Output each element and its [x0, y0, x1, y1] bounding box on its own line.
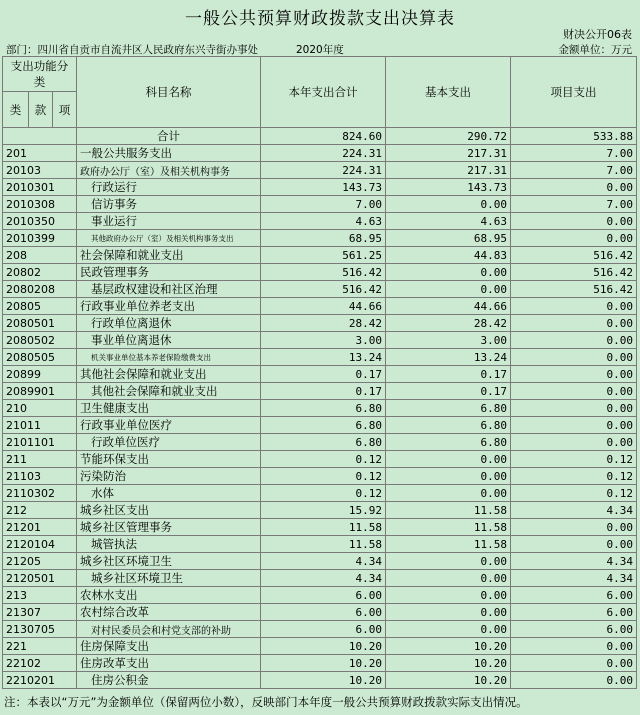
total-row	[3, 128, 637, 145]
row-total: 44.66	[261, 298, 386, 315]
row-basic: 0.17	[386, 366, 511, 383]
row-basic: 11.58	[386, 519, 511, 536]
row-subject-name: 城乡社区环境卫生	[77, 553, 261, 570]
row-code: 2120104	[3, 536, 77, 553]
row-code: 21205	[3, 553, 77, 570]
table-row	[3, 213, 637, 230]
row-total: 68.95	[261, 230, 386, 247]
row-basic: 0.00	[386, 621, 511, 638]
row-basic: 0.00	[386, 485, 511, 502]
func-class-header: 支出功能分类	[3, 57, 77, 92]
row-subject-name: 其他社会保障和就业支出	[77, 366, 261, 383]
row-total: 224.31	[261, 162, 386, 179]
row-total: 3.00	[261, 332, 386, 349]
table-row	[3, 451, 637, 468]
row-subject-name: 其他社会保障和就业支出	[77, 383, 261, 400]
table-row	[3, 434, 637, 451]
row-project: 7.00	[511, 162, 637, 179]
row-project: 0.00	[511, 400, 637, 417]
row-project: 0.00	[511, 213, 637, 230]
row-project: 0.00	[511, 366, 637, 383]
row-code: 221	[3, 638, 77, 655]
row-subject-name: 农村综合改革	[77, 604, 261, 621]
row-subject-name: 其他政府办公厅（室）及相关机构事务支出	[77, 230, 261, 247]
row-total: 0.17	[261, 366, 386, 383]
table-row	[3, 315, 637, 332]
row-total: 516.42	[261, 264, 386, 281]
table-row	[3, 264, 637, 281]
table-row	[3, 247, 637, 264]
row-project: 4.34	[511, 502, 637, 519]
row-code: 213	[3, 587, 77, 604]
row-code: 2120501	[3, 570, 77, 587]
row-code: 2089901	[3, 383, 77, 400]
unit-label: 金额单位：万元	[558, 44, 632, 56]
row-total: 516.42	[261, 281, 386, 298]
row-total: 0.12	[261, 468, 386, 485]
row-total: 6.00	[261, 604, 386, 621]
row-total: 6.00	[261, 621, 386, 638]
row-project: 7.00	[511, 145, 637, 162]
row-subject-name: 民政管理事务	[77, 264, 261, 281]
table-row	[3, 570, 637, 587]
row-project: 0.12	[511, 468, 637, 485]
table-row	[3, 502, 637, 519]
row-project: 0.00	[511, 519, 637, 536]
row-subject-name: 农林水支出	[77, 587, 261, 604]
row-project: 0.00	[511, 638, 637, 655]
row-code: 208	[3, 247, 77, 264]
row-project: 7.00	[511, 196, 637, 213]
row-code: 2080501	[3, 315, 77, 332]
row-total: 10.20	[261, 638, 386, 655]
row-basic: 11.58	[386, 502, 511, 519]
row-basic: 0.00	[386, 264, 511, 281]
row-subject-name: 卫生健康支出	[77, 400, 261, 417]
row-basic: 10.20	[386, 655, 511, 672]
row-code: 2080208	[3, 281, 77, 298]
row-subject-name: 基层政权建设和社区治理	[77, 281, 261, 298]
table-row	[3, 655, 637, 672]
row-subject-name: 城管执法	[77, 536, 261, 553]
row-subject-name: 城乡社区环境卫生	[77, 570, 261, 587]
row-project: 0.00	[511, 298, 637, 315]
row-subject-name: 政府办公厅（室）及相关机构事务	[77, 162, 261, 179]
row-subject-name: 水体	[77, 485, 261, 502]
row-code: 2080505	[3, 349, 77, 366]
row-basic: 0.00	[386, 570, 511, 587]
table-row	[3, 179, 637, 196]
row-total: 0.17	[261, 383, 386, 400]
table-row	[3, 349, 637, 366]
row-project: 0.00	[511, 230, 637, 247]
row-total: 10.20	[261, 655, 386, 672]
table-row	[3, 553, 637, 570]
row-code: 2010301	[3, 179, 77, 196]
basic-header: 基本支出	[386, 57, 511, 128]
row-basic: 6.80	[386, 417, 511, 434]
row-subject-name: 行政事业单位医疗	[77, 417, 261, 434]
total-project: 533.88	[511, 128, 637, 145]
row-basic: 0.00	[386, 281, 511, 298]
row-code: 21307	[3, 604, 77, 621]
row-basic: 0.00	[386, 196, 511, 213]
project-header: 项目支出	[511, 57, 637, 128]
table-row	[3, 468, 637, 485]
row-basic: 0.00	[386, 468, 511, 485]
row-basic: 44.83	[386, 247, 511, 264]
row-subject-name: 住房保障支出	[77, 638, 261, 655]
year-label: 2020年度	[296, 44, 344, 56]
table-row	[3, 536, 637, 553]
row-project: 0.12	[511, 451, 637, 468]
row-subject-name: 城乡社区支出	[77, 502, 261, 519]
row-code: 2080502	[3, 332, 77, 349]
row-code: 2110302	[3, 485, 77, 502]
table-row	[3, 638, 637, 655]
table-row	[3, 145, 637, 162]
row-code: 20103	[3, 162, 77, 179]
row-total: 11.58	[261, 536, 386, 553]
lei-header: 类	[3, 92, 29, 128]
row-code: 2010350	[3, 213, 77, 230]
row-project: 0.00	[511, 434, 637, 451]
row-subject-name: 对村民委员会和村党支部的补助	[77, 621, 261, 638]
row-project: 4.34	[511, 553, 637, 570]
row-basic: 10.20	[386, 638, 511, 655]
row-project: 0.00	[511, 672, 637, 689]
table-row	[3, 672, 637, 689]
row-project: 0.00	[511, 179, 637, 196]
table-row	[3, 383, 637, 400]
row-total: 4.63	[261, 213, 386, 230]
table-row	[3, 332, 637, 349]
expenditure-table	[2, 56, 637, 689]
row-project: 0.00	[511, 536, 637, 553]
row-project: 0.00	[511, 349, 637, 366]
table-row	[3, 281, 637, 298]
row-code: 21103	[3, 468, 77, 485]
table-row	[3, 400, 637, 417]
table-row	[3, 162, 637, 179]
row-basic: 143.73	[386, 179, 511, 196]
row-subject-name: 事业单位离退休	[77, 332, 261, 349]
department-label: 部门：四川省自贡市自流井区人民政府东兴寺街办事处	[6, 44, 258, 56]
row-total: 6.80	[261, 417, 386, 434]
row-total: 13.24	[261, 349, 386, 366]
row-subject-name: 行政单位离退休	[77, 315, 261, 332]
row-basic: 6.80	[386, 434, 511, 451]
total-basic: 290.72	[386, 128, 511, 145]
row-total: 7.00	[261, 196, 386, 213]
row-basic: 0.17	[386, 383, 511, 400]
row-subject-name: 住房改革支出	[77, 655, 261, 672]
kuan-header: 款	[29, 92, 53, 128]
row-project: 4.34	[511, 570, 637, 587]
total-header: 本年支出合计	[261, 57, 386, 128]
row-basic: 68.95	[386, 230, 511, 247]
row-project: 0.00	[511, 383, 637, 400]
row-total: 6.00	[261, 587, 386, 604]
row-basic: 217.31	[386, 145, 511, 162]
row-subject-name: 节能环保支出	[77, 451, 261, 468]
row-code: 2210201	[3, 672, 77, 689]
row-basic: 217.31	[386, 162, 511, 179]
row-basic: 28.42	[386, 315, 511, 332]
table-row	[3, 230, 637, 247]
row-code: 210	[3, 400, 77, 417]
row-project: 6.00	[511, 604, 637, 621]
row-total: 0.12	[261, 451, 386, 468]
row-code: 21011	[3, 417, 77, 434]
table-row	[3, 604, 637, 621]
row-code: 211	[3, 451, 77, 468]
row-basic: 0.00	[386, 451, 511, 468]
table-row	[3, 298, 637, 315]
row-subject-name: 社会保障和就业支出	[77, 247, 261, 264]
row-code: 201	[3, 145, 77, 162]
row-subject-name: 行政运行	[77, 179, 261, 196]
row-basic: 13.24	[386, 349, 511, 366]
total-sum: 824.60	[261, 128, 386, 145]
row-code: 2101101	[3, 434, 77, 451]
row-project: 516.42	[511, 281, 637, 298]
table-row	[3, 621, 637, 638]
table-row	[3, 366, 637, 383]
row-project: 516.42	[511, 247, 637, 264]
table-row	[3, 196, 637, 213]
row-code: 2010399	[3, 230, 77, 247]
row-subject-name: 污染防治	[77, 468, 261, 485]
row-basic: 0.00	[386, 604, 511, 621]
row-total: 15.92	[261, 502, 386, 519]
row-total: 143.73	[261, 179, 386, 196]
row-total: 10.20	[261, 672, 386, 689]
row-subject-name: 一般公共服务支出	[77, 145, 261, 162]
table-row	[3, 519, 637, 536]
row-basic: 6.80	[386, 400, 511, 417]
table-row	[3, 417, 637, 434]
xiang-header: 项	[53, 92, 77, 128]
row-project: 516.42	[511, 264, 637, 281]
row-code: 212	[3, 502, 77, 519]
row-code: 2010308	[3, 196, 77, 213]
row-total: 224.31	[261, 145, 386, 162]
row-project: 6.00	[511, 587, 637, 604]
row-subject-name: 事业运行	[77, 213, 261, 230]
row-total: 0.12	[261, 485, 386, 502]
row-subject-name: 信访事务	[77, 196, 261, 213]
row-project: 0.12	[511, 485, 637, 502]
row-basic: 3.00	[386, 332, 511, 349]
row-basic: 11.58	[386, 536, 511, 553]
page-title: 一般公共预算财政拨款支出决算表	[185, 9, 455, 29]
row-code: 2130705	[3, 621, 77, 638]
row-subject-name: 机关事业单位基本养老保险缴费支出	[77, 349, 261, 366]
row-subject-name: 行政事业单位养老支出	[77, 298, 261, 315]
row-total: 11.58	[261, 519, 386, 536]
row-basic: 10.20	[386, 672, 511, 689]
row-basic: 0.00	[386, 553, 511, 570]
row-project: 6.00	[511, 621, 637, 638]
table-row	[3, 485, 637, 502]
row-code: 20899	[3, 366, 77, 383]
row-code: 20805	[3, 298, 77, 315]
row-total: 6.80	[261, 434, 386, 451]
row-project: 0.00	[511, 332, 637, 349]
row-project: 0.00	[511, 417, 637, 434]
row-project: 0.00	[511, 315, 637, 332]
row-subject-name: 住房公积金	[77, 672, 261, 689]
row-basic: 0.00	[386, 587, 511, 604]
row-basic: 44.66	[386, 298, 511, 315]
table-row	[3, 587, 637, 604]
footnote: 注：本表以“万元”为金额单位（保留两位小数），反映部门本年度一般公共预算财政拨款实际支出情况。	[4, 695, 528, 709]
row-total: 28.42	[261, 315, 386, 332]
row-subject-name: 行政单位医疗	[77, 434, 261, 451]
row-project: 0.00	[511, 655, 637, 672]
row-total: 6.80	[261, 400, 386, 417]
form-number: 财决公开06表	[563, 28, 632, 41]
subject-header: 科目名称	[77, 57, 261, 128]
row-code: 20802	[3, 264, 77, 281]
total-label: 合计	[77, 128, 261, 145]
row-basic: 4.63	[386, 213, 511, 230]
row-total: 561.25	[261, 247, 386, 264]
row-subject-name: 城乡社区管理事务	[77, 519, 261, 536]
row-total: 4.34	[261, 570, 386, 587]
row-total: 4.34	[261, 553, 386, 570]
row-code: 21201	[3, 519, 77, 536]
row-code: 22102	[3, 655, 77, 672]
